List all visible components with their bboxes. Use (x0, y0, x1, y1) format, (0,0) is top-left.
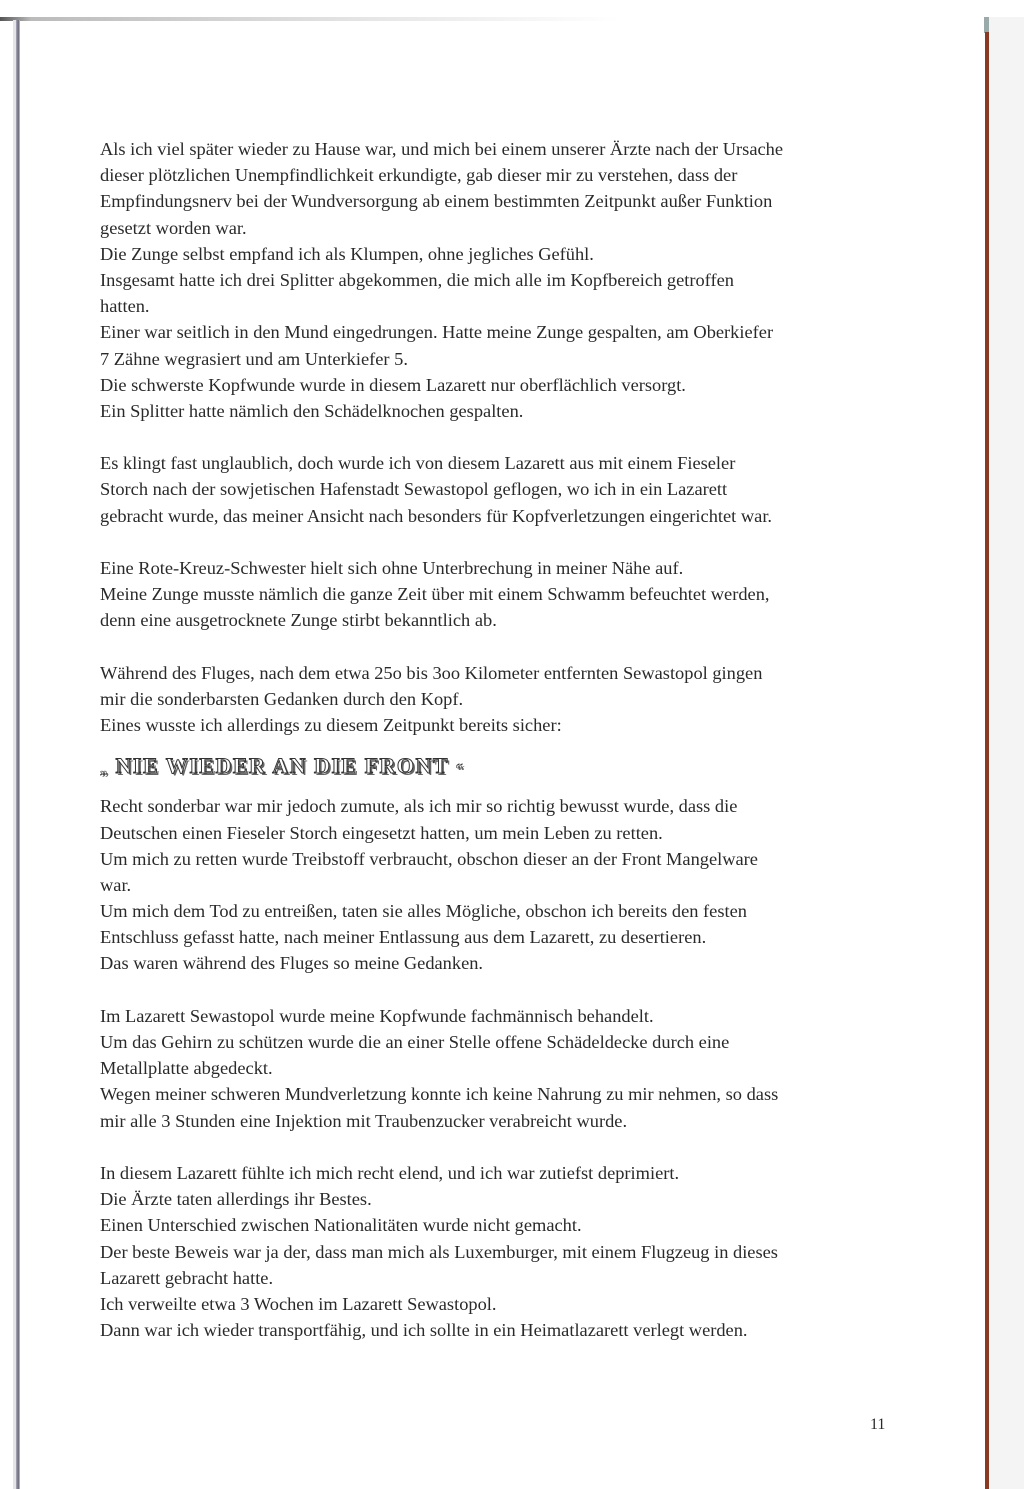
text-line: Das waren während des Fluges so meine Gedanken. (100, 953, 484, 974)
text-line: mir alle 3 Stunden eine Injektion mit Traubenzucker verabreicht wurde. (100, 1110, 628, 1131)
page-left-edge (16, 20, 20, 1489)
heading-text: NIE WIEDER AN DIE FRONT (115, 753, 449, 779)
text-line: gesetzt worden war. (100, 217, 247, 238)
text-line: Im Lazarett Sewastopol wurde meine Kopfwunde fachmännisch behandelt. (100, 1005, 654, 1026)
text-line: hatten. (100, 296, 150, 317)
text-line: Metallplatte abgedeckt. (100, 1058, 273, 1079)
page-number: 11 (870, 1416, 886, 1433)
text-line: denn eine ausgetrocknete Zunge stirbt bekanntlich ab. (100, 610, 497, 631)
text-line: Storch nach der sowjetischen Hafenstadt Sewastopol geflogen, wo ich in ein Lazarett (100, 479, 728, 500)
text-line: war. (100, 874, 132, 895)
text-line: Ich verweilte etwa 3 Wochen im Lazarett Sewastopol. (100, 1293, 497, 1314)
text-line: dieser plötzlichen Unempfindlichkeit erkundigte, gab dieser mir zu verstehen, dass der (100, 165, 738, 186)
text-line: gebracht wurde, das meiner Ansicht nach besonders für Kopfverletzungen eingerichtet war. (100, 505, 773, 526)
text-line: Eines wusste ich allerdings zu diesem Zeitpunkt bereits sicher: (100, 715, 562, 736)
text-line: Meine Zunge musste nämlich die ganze Zeit über mit einem Schwamm befeuchtet werden, (100, 584, 770, 605)
blank-line (100, 529, 900, 555)
text-line: Eine Rote-Kreuz-Schwester hielt sich ohne Unterbrechung in meiner Nähe auf. (100, 558, 684, 578)
text-line: Um mich dem Tod zu entreißen, taten sie alles Mögliche, obschon ich bereits den festen (100, 901, 747, 922)
text-line: 7 Zähne wegrasiert und am Unterkiefer 5. (100, 348, 408, 369)
blank-line (100, 1134, 900, 1160)
heading-open-quote: „ (100, 762, 109, 778)
text-line: Einen Unterschied zwischen Nationalitäten wurde nicht gemacht. (100, 1215, 582, 1236)
text-line: mir die sonderbarsten Gedanken durch den Kopf. (100, 688, 464, 709)
text-line: Ein Splitter hatte nämlich den Schädelknochen gespalten. (100, 400, 524, 421)
page-top-edge (0, 17, 620, 21)
text-line: Als ich viel später wieder zu Hause war, und mich bei einem unserer Ärzte nach der Ursache (100, 139, 784, 159)
page-body (100, 136, 900, 1343)
text-line: Um mich zu retten wurde Treibstoff verbraucht, obschon dieser an der Front Mangelware (100, 848, 758, 869)
text-line: Entschluss gefasst hatte, nach meiner Entlassung aus dem Lazarett, zu desertieren. (100, 927, 707, 948)
blank-line (100, 634, 900, 660)
heading-close-quote: “ (455, 762, 465, 778)
text-line: In diesem Lazarett fühlte ich mich recht elend, und ich war zutiefst deprimiert. (100, 1162, 680, 1183)
text-line: Dann war ich wieder transportfähig, und ich sollte in ein Heimatlazarett verlegt werden. (100, 1320, 748, 1341)
text-line: Insgesamt hatte ich drei Splitter abgekommen, die mich alle im Kopfbereich getroffen (100, 269, 734, 290)
blank-line (100, 424, 900, 450)
text-line: Lazarett gebracht hatte. (100, 1267, 274, 1288)
text-line: Deutschen einen Fieseler Storch eingesetzt hatten, um mein Leben zu retten. (100, 822, 663, 843)
text-line: Die schwerste Kopfwunde wurde in diesem Lazarett nur oberflächlich versorgt. (100, 374, 686, 395)
text-line: Einer war seitlich in den Mund eingedrungen. Hatte meine Zunge gespalten, am Oberkiefer (100, 322, 774, 343)
section-heading (100, 738, 900, 793)
text-line: Wegen meiner schweren Mundverletzung konnte ich keine Nahrung zu mir nehmen, so dass (100, 1084, 779, 1105)
text-line: Die Zunge selbst empfand ich als Klumpen, ohne jegliches Gefühl. (100, 243, 594, 264)
text-line: Empfindungsnerv bei der Wundversorgung ab einem bestimmten Zeitpunkt außer Funktion (100, 191, 773, 212)
text-line: Der beste Beweis war ja der, dass man mich als Luxemburger, mit einem Flugzeug in dieses (100, 1241, 778, 1262)
text-line: Recht sonderbar war mir jedoch zumute, als ich mir so richtig bewusst wurde, dass die (100, 796, 738, 817)
text-line: Während des Fluges, nach dem etwa 25o bis 3oo Kilometer entfernten Sewastopol gingen (100, 662, 763, 683)
page-shadow (989, 17, 1024, 1489)
cover-edge (985, 32, 989, 1489)
text-line: Die Ärzte taten allerdings ihr Bestes. (100, 1189, 372, 1210)
text-line: Um das Gehirn zu schützen wurde die an einer Stelle offene Schädeldecke durch eine (100, 1032, 730, 1052)
text-line: Es klingt fast unglaublich, doch wurde ich von diesem Lazarett aus mit einem Fieseler (100, 453, 736, 474)
blank-line (100, 977, 900, 1003)
cover-edge-top (984, 17, 989, 33)
